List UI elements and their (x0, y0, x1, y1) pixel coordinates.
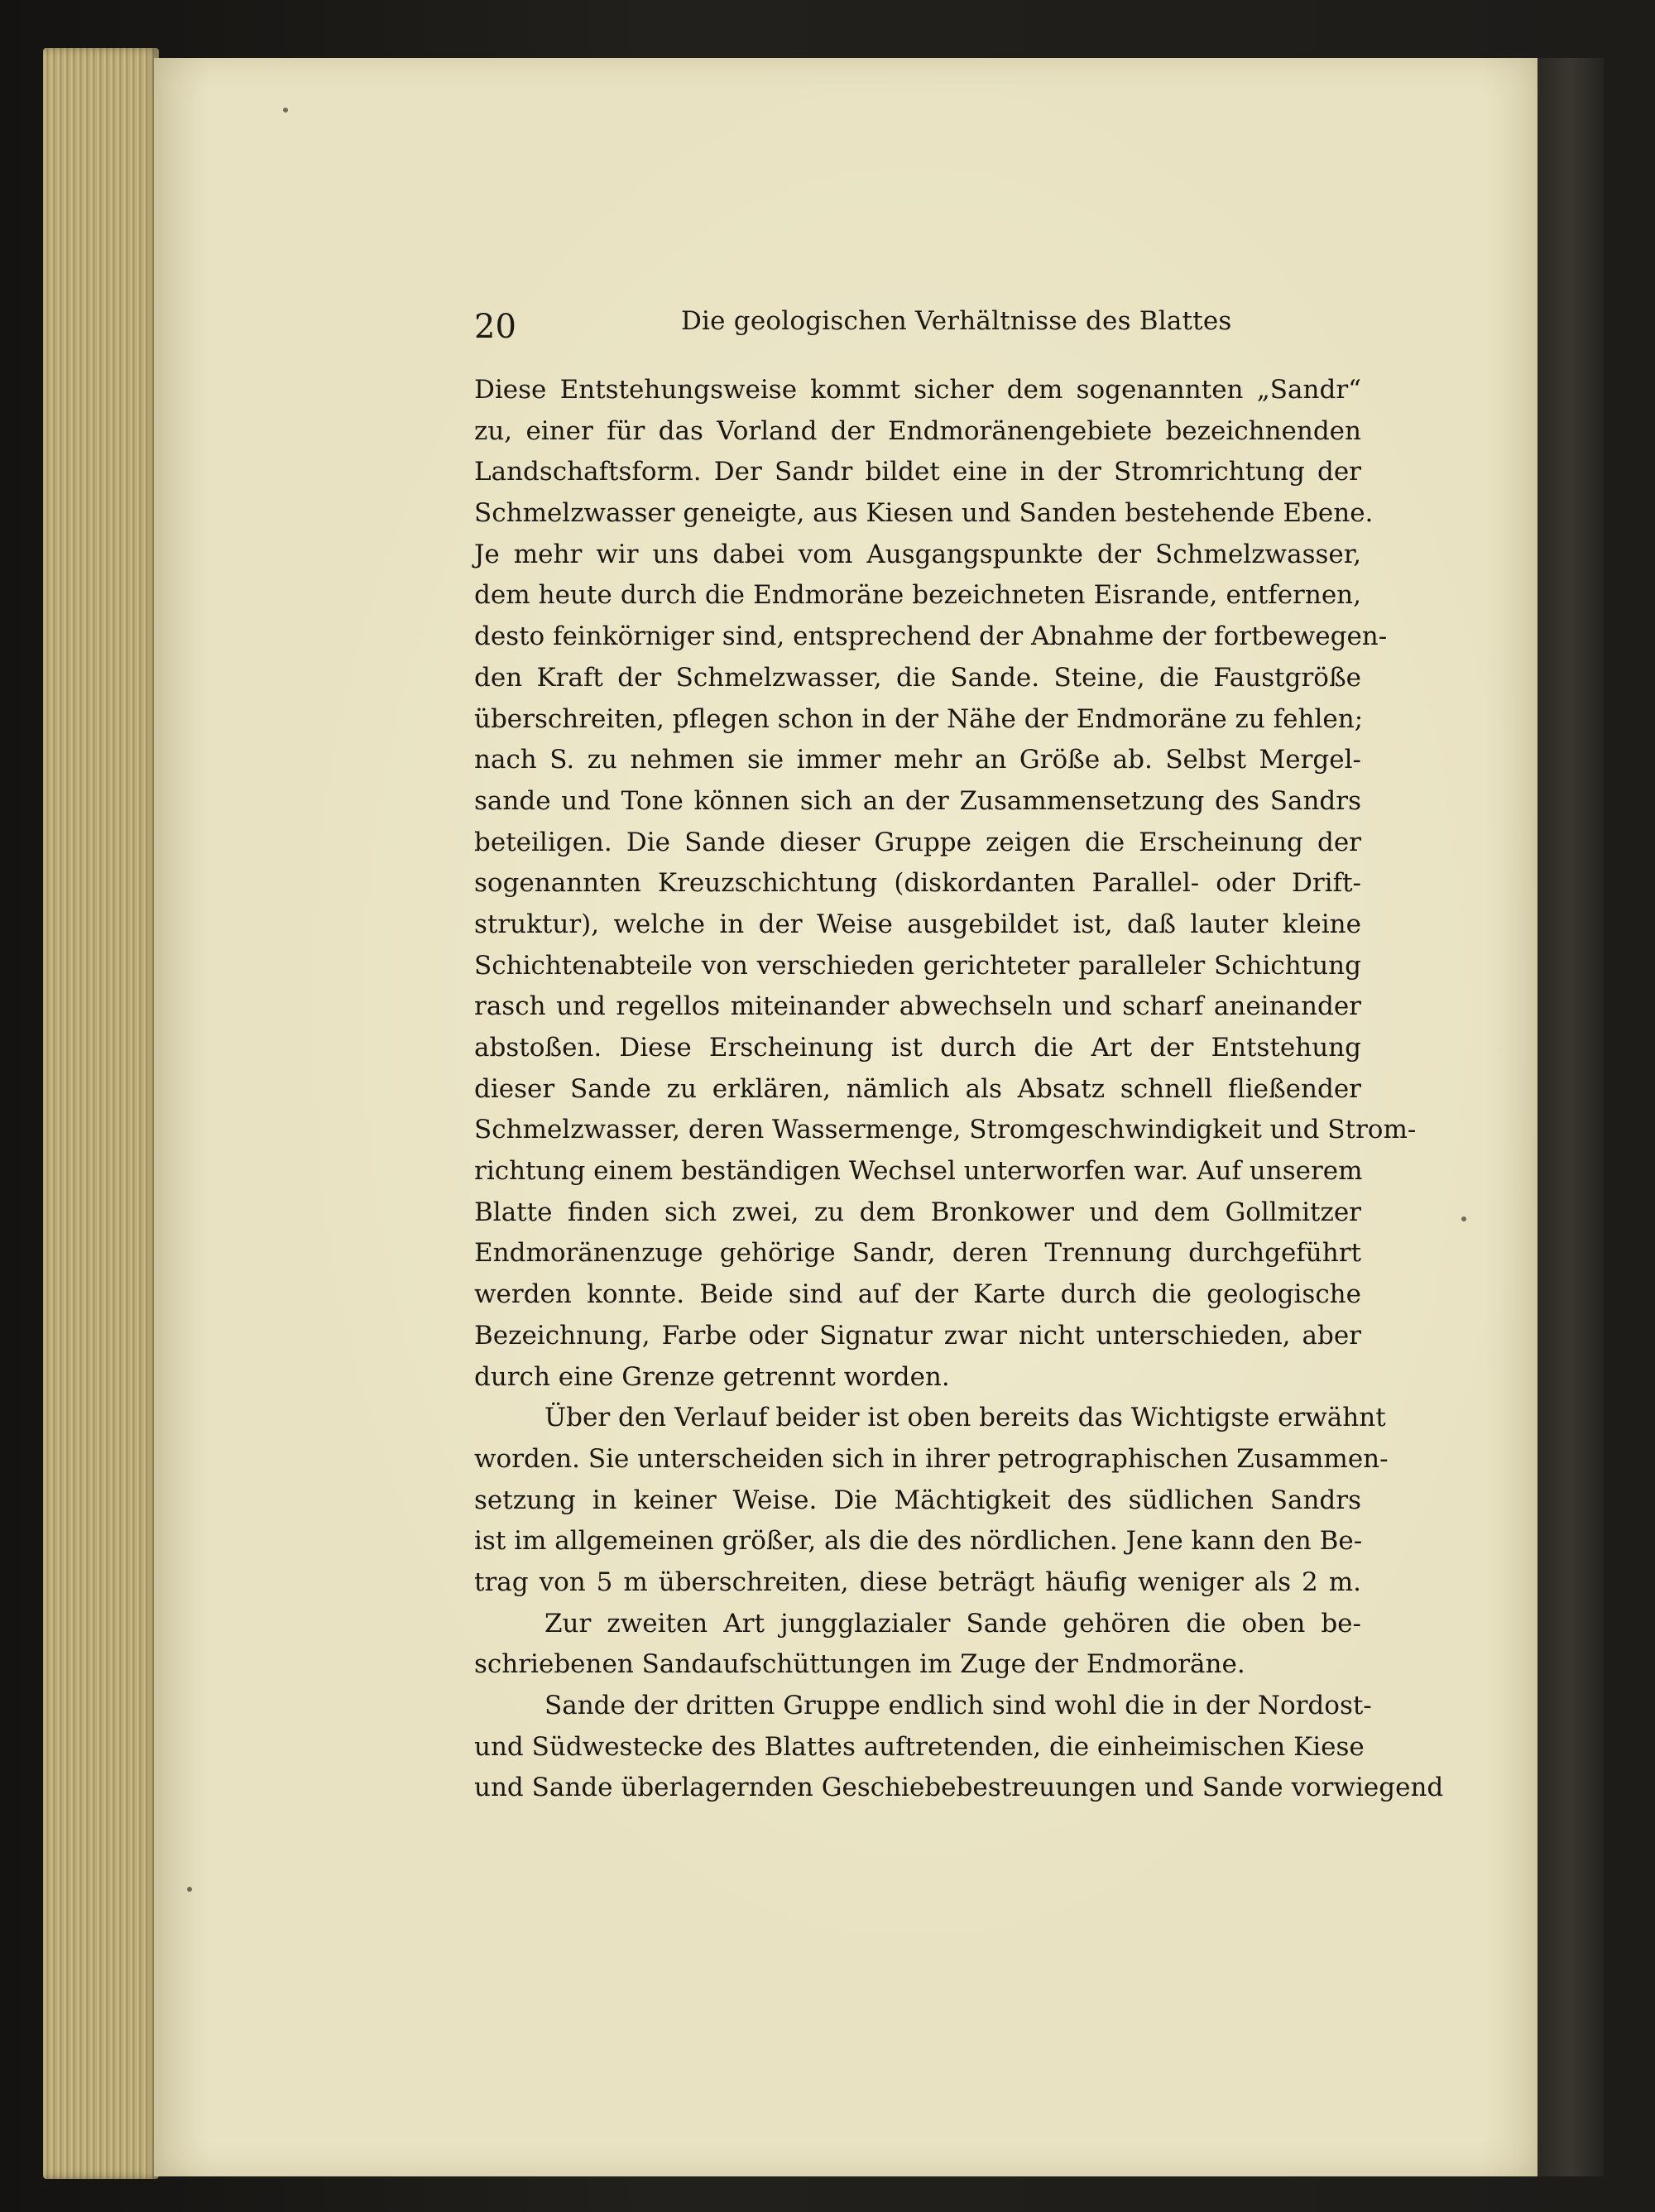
text-line: Bezeichnung, Farbe oder Signatur zwar nicht unterschieden, aber (474, 1320, 1361, 1351)
text-line: zu, einer für das Vorland der Endmoränengebiete bezeichnenden (474, 415, 1361, 446)
paragraph (474, 1398, 1389, 1603)
paper-fleck (283, 108, 288, 113)
body-text (474, 370, 1444, 1809)
text-line: nach S. zu nehmen sie immer mehr an Größe ab. Selbst Mergel- (474, 745, 1361, 775)
running-head: Die geologischen Verhältnisse des Blattes (681, 306, 1232, 336)
book-cover-right-edge (1537, 58, 1604, 2176)
paper-fleck (1461, 1216, 1466, 1221)
text-line: struktur), welche in der Weise ausgebildet ist, daß lauter kleine (474, 909, 1361, 939)
page-header (474, 305, 1361, 354)
page-edges-left (43, 48, 159, 2179)
text-line: beteiligen. Die Sande dieser Gruppe zeigen die Erscheinung der (474, 827, 1361, 857)
text-line: ist im allgemeinen größer, als die des nördlichen. Jene kann den Be- (474, 1526, 1363, 1557)
text-line: sogenannten Kreuzschichtung (diskordanten Parallel- oder Drift- (474, 868, 1361, 899)
text-line: dieser Sande zu erklären, nämlich als Absatz schnell fließender (474, 1073, 1361, 1104)
page-number: 20 (474, 308, 516, 346)
text-line: trag von 5 m überschreiten, diese beträgt häufig weniger als 2 m. (474, 1567, 1361, 1597)
text-line: richtung einem beständigen Wechsel unterworfen war. Auf unserem (474, 1156, 1363, 1187)
text-line: den Kraft der Schmelzwasser, die Sande. Steine, die Faustgröße (474, 662, 1361, 693)
text-line: werden konnte. Beide sind auf der Karte durch die geologische (474, 1279, 1361, 1310)
text-line: setzung in keiner Weise. Die Mächtigkeit des südlichen Sandrs (474, 1485, 1361, 1515)
paragraph (474, 1604, 1361, 1686)
text-line: Endmoränenzuge gehörige Sandr, deren Trennung durchgeführt (474, 1238, 1361, 1269)
text-line: worden. Sie unterscheiden sich in ihrer petrographischen Zusammen- (474, 1443, 1389, 1474)
text-line: Zur zweiten Art jungglazialer Sande gehören die oben be- (544, 1608, 1361, 1639)
text-line: rasch und regellos miteinander abwechseln und scharf aneinander (474, 991, 1361, 1022)
text-line: desto feinkörniger sind, entsprechend der Abnahme der fortbewegen- (474, 621, 1388, 652)
text-line: durch eine Grenze getrennt worden. (474, 1361, 950, 1392)
text-line: Schichtenabteile von verschieden gerichteter paralleler Schichtung (474, 950, 1361, 981)
text-line: Diese Entstehungsweise kommt sicher dem sogenannten „Sandr“ (474, 375, 1361, 405)
text-line: dem heute durch die Endmoräne bezeichneten Eisrande, entfernen, (474, 580, 1361, 611)
text-line: abstoßen. Diese Erscheinung ist durch die Art der Entstehung (474, 1033, 1361, 1063)
paragraph (474, 370, 1417, 1398)
text-line: überschreiten, pflegen schon in der Nähe der Endmoräne zu fehlen; (474, 703, 1364, 734)
paper-fleck (187, 1887, 192, 1892)
text-line: Sande der dritten Gruppe endlich sind wohl die in der Nordost- (544, 1691, 1372, 1720)
text-line: Schmelzwasser geneigte, aus Kiesen und Sanden bestehende Ebene. (474, 498, 1374, 529)
text-line: Landschaftsform. Der Sandr bildet eine in der Stromrichtung der (474, 457, 1361, 487)
text-line: Über den Verlauf beider ist oben bereits das Wichtigste erwähnt (544, 1403, 1386, 1433)
text-line: sande und Tone können sich an der Zusammensetzung des Sandrs (474, 785, 1361, 816)
text-line: Schmelzwasser, deren Wassermenge, Stromgeschwindigkeit und Strom- (474, 1115, 1417, 1145)
paragraph (474, 1686, 1444, 1809)
text-line: Je mehr wir uns dabei vom Ausgangspunkte der Schmelzwasser, (474, 539, 1361, 569)
text-line: Blatte finden sich zwei, zu dem Bronkower und dem Gollmitzer (474, 1197, 1361, 1227)
text-line: und Sande überlagernden Geschiebebestreuungen und Sande vorwiegend (474, 1773, 1444, 1803)
text-line: und Südwestecke des Blattes auftretenden, die einheimischen Kiese (474, 1731, 1365, 1762)
text-line: schriebenen Sandaufschüttungen im Zuge der Endmoräne. (474, 1649, 1245, 1680)
